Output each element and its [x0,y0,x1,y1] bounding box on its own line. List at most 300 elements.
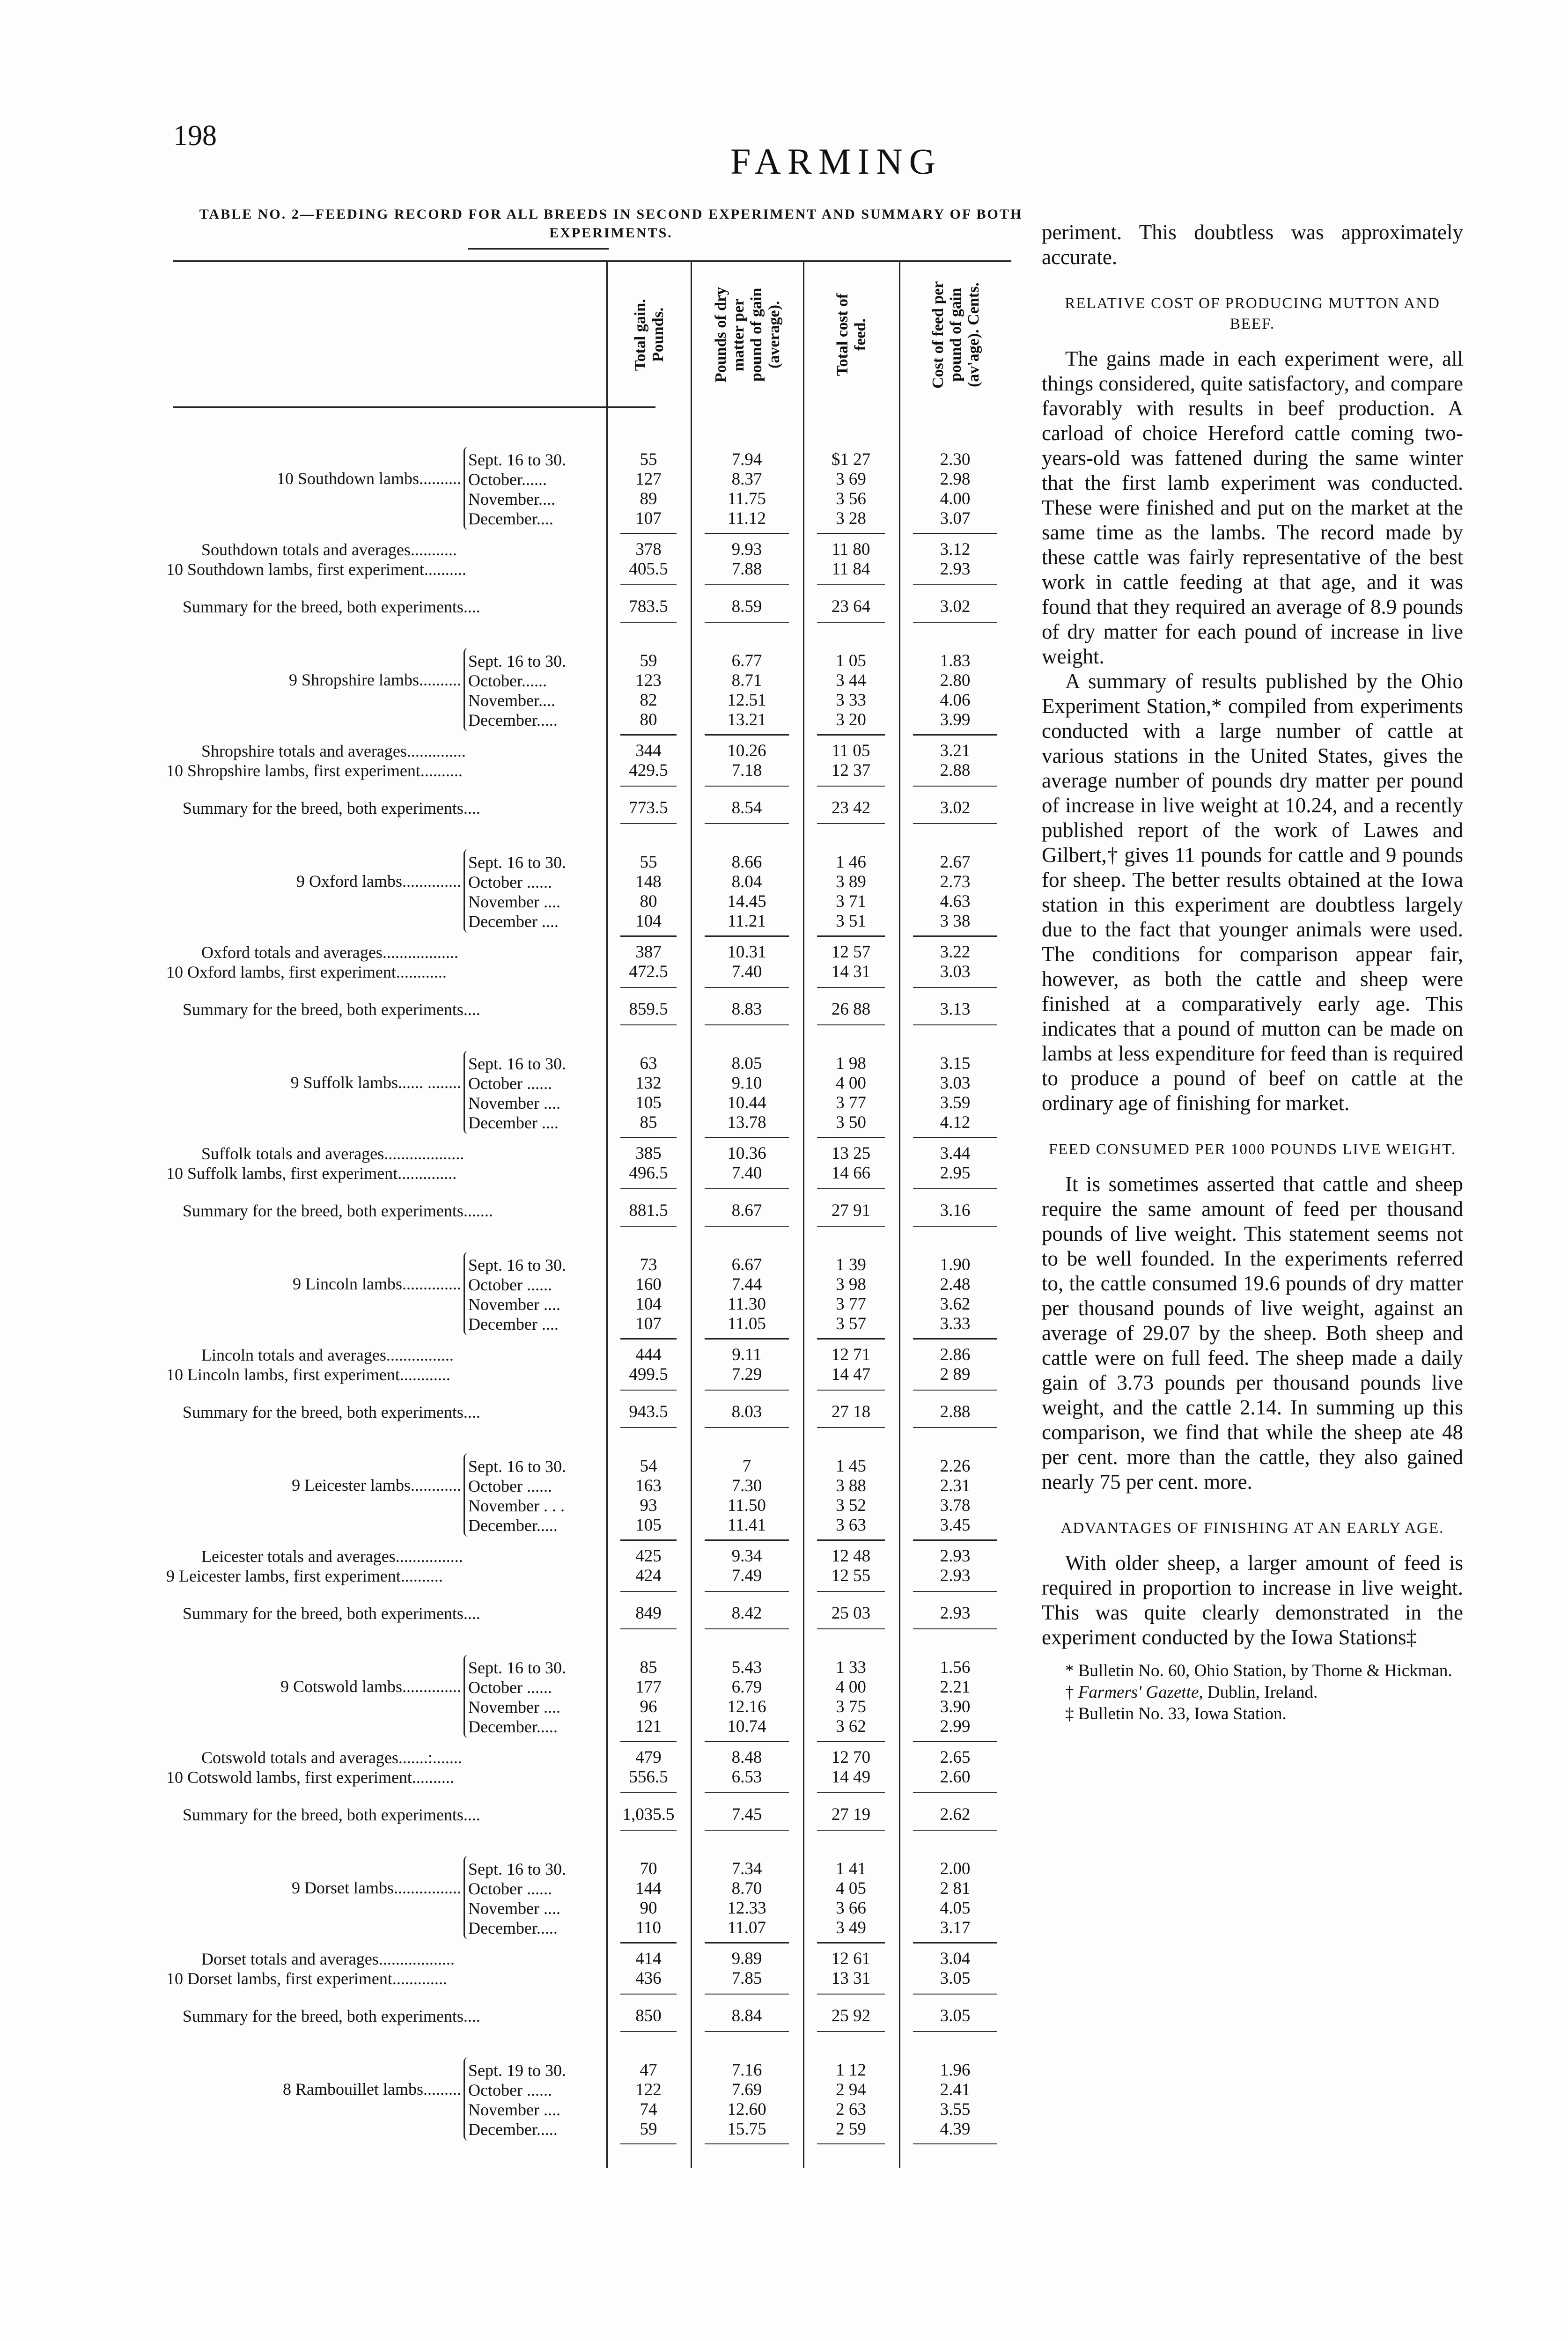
breed-separator-rule [705,1024,789,1025]
period-label: December..... [468,1919,558,1937]
table-cell: 3.45 [940,1516,971,1535]
table-cell: 8.84 [731,2006,762,2025]
table-cell: 2 59 [836,2120,866,2139]
table-cell: 2 81 [940,1879,971,1898]
footnote-ohio: * Bulletin No. 60, Ohio Station, by Thorne & Hickman. [1065,1661,1452,1680]
table-cell: 132 [635,1074,662,1093]
summary-rule [620,1994,677,1995]
first-experiment-label: 10 Dorset lambs, first experiment............. [166,1969,447,1988]
table-cell: 160 [635,1275,662,1294]
table-cell: 59 [640,651,657,670]
summary-rule [817,1591,885,1592]
table-cell: 11 80 [832,540,870,559]
totals-label: Lincoln totals and averages................ [201,1346,454,1364]
breed-separator-rule [913,1628,997,1629]
totals-rule [817,533,885,534]
summary-rule [817,987,885,988]
table-cell: 8.66 [731,853,762,872]
table-cell: 783.5 [629,597,668,616]
table-cell: 4.06 [940,691,971,710]
table-cell: 8.59 [731,597,762,616]
table-cell: 6.77 [731,651,762,670]
heading-feed-consumed: FEED CONSUMED PER 1000 POUNDS LIVE WEIGHT. [1048,1141,1457,1158]
totals-rule [913,1338,997,1340]
title-rule [468,248,609,250]
table-end-rule [817,2143,885,2144]
breed-separator-rule [705,823,789,824]
breed-separator-rule [817,1226,885,1227]
period-label: October...... [468,671,547,690]
table-cell: 849 [635,1604,662,1623]
table-cell: 2.30 [940,450,971,469]
summary-rule [620,1188,677,1189]
table-cell: 850 [635,2006,662,2025]
breed-label: 9 Dorset lambs................ [292,1878,461,1897]
table-cell: 2 63 [836,2100,866,2119]
summary-label: Summary for the breed, both experiments.... [183,799,480,817]
first-experiment-label: 10 Lincoln lambs, first experiment............ [166,1365,450,1384]
breed-label: 9 Lincoln lambs.............. [293,1274,461,1293]
table-cell: 2.93 [940,559,971,579]
table-cell: 4 05 [836,1879,866,1898]
breed-label: 10 Southdown lambs.......... [276,469,461,488]
column-rule [691,260,692,2168]
table-cell: 3.02 [940,597,971,616]
table-cell: 7.85 [731,1969,762,1988]
totals-rule [705,1741,789,1742]
table-cell: 9.93 [731,540,762,559]
period-label: December..... [468,1516,558,1535]
period-label: October ...... [468,2081,552,2099]
table-cell: 13.21 [727,710,766,729]
table-cell: 96 [640,1697,657,1716]
table-cell: 14 66 [831,1163,871,1183]
table-cell: 2.67 [940,853,971,872]
period-label: November .... [468,2100,560,2119]
table-cell: 479 [635,1748,662,1767]
table-cell: 12 37 [831,761,871,780]
column-header-cost-per-pound: Cost of feed per pound of gain (av'age). Cents. [929,281,982,389]
table-header-rule [173,406,655,408]
table-cell: 2.93 [940,1546,971,1566]
table-cell: 80 [640,710,657,729]
totals-rule [913,734,997,736]
summary-rule [913,1994,997,1995]
totals-rule [705,1942,789,1943]
totals-label: Leicester totals and averages................ [201,1547,463,1566]
table-cell: 11.50 [728,1496,766,1515]
table-cell: 7.30 [731,1476,762,1495]
table-cell: 12 57 [831,942,871,962]
table-cell: 14 31 [831,962,871,981]
period-label: October ...... [468,1879,552,1898]
summary-rule [705,1188,789,1189]
table-cell: 3.21 [940,741,971,760]
table-cell: 55 [640,450,657,469]
period-label: December.... [468,509,553,528]
table-cell: 425 [635,1546,662,1566]
totals-rule [817,1338,885,1340]
footnotes [1042,1660,1463,1725]
table-cell: 13 25 [831,1144,871,1163]
table-cell: 59 [640,2120,657,2139]
table-cell: 2.86 [940,1345,971,1364]
period-label: Sept. 16 to 30. [468,1256,567,1274]
table-cell: 11.75 [728,489,766,508]
table-cell: 424 [635,1566,662,1585]
summary-rule [913,1591,997,1592]
summary-label: Summary for the breed, both experiments....... [183,1201,493,1220]
page-number: 198 [173,120,217,152]
table-cell: 3.59 [940,1093,971,1112]
totals-rule [705,734,789,736]
table-cell: 3.07 [940,509,971,528]
table-cell: 2.62 [940,1805,971,1824]
period-label: October ...... [468,873,552,891]
table-cell: 10.31 [727,942,766,962]
intro-paragraph: periment. This doubtless was approximately accurate. [1042,221,1463,269]
column-rule [606,260,608,2168]
footnote-gazette-rest: Dublin, Ireland. [1203,1683,1318,1702]
table-cell: 3 50 [836,1113,866,1132]
period-label: Sept. 16 to 30. [468,1658,567,1677]
table-cell: 12 70 [831,1748,871,1767]
totals-rule [913,935,997,937]
table-cell: 63 [640,1054,657,1073]
table-end-rule [913,2143,997,2144]
table-cell: 23 64 [831,597,871,616]
table-cell: 2 89 [940,1365,971,1384]
table-cell: 2.48 [940,1275,971,1294]
table-cell: 3 69 [836,470,866,489]
period-label: Sept. 16 to 30. [468,1457,567,1476]
totals-rule [620,1137,677,1138]
breed-separator-rule [913,1830,997,1831]
table-cell: 3.44 [940,1144,971,1163]
column-rule [803,260,804,2168]
table-cell: 1 05 [836,651,866,670]
breed-separator-rule [620,2031,677,2032]
table-cell: 7.29 [731,1365,762,1384]
totals-rule [913,1942,997,1943]
breed-separator-rule [620,1628,677,1629]
summary-rule [913,1792,997,1793]
table-cell: 7.45 [731,1805,762,1824]
table-cell: 344 [635,741,662,760]
totals-rule [913,1539,997,1541]
table-cell: 3.03 [940,1074,971,1093]
summary-rule [913,1188,997,1189]
breed-separator-rule [913,1427,997,1428]
table-cell: 148 [635,872,662,891]
table-cell: 2.26 [940,1457,971,1476]
table-cell: 11.41 [728,1516,766,1535]
summary-label: Summary for the breed, both experiments.... [183,2007,480,2025]
table-cell: 4.39 [940,2120,971,2139]
summary-rule [817,786,885,787]
table-cell: 15.75 [727,2120,766,2139]
summary-rule [705,1591,789,1592]
table-cell: 1,035.5 [622,1805,675,1824]
table-cell: 85 [640,1658,657,1677]
table-cell: 3.12 [940,540,971,559]
table-cell: 27 18 [831,1402,871,1421]
table-cell: 25 03 [831,1604,871,1623]
period-label: October ...... [468,1074,552,1093]
table-cell: 2.21 [940,1678,971,1697]
breed-label: 9 Oxford lambs.............. [296,872,461,891]
footnote-journal-title: Farmers' Gazette, [1078,1683,1203,1702]
table-cell: 8.67 [731,1201,762,1220]
totals-rule [913,1741,997,1742]
table-cell: 2.93 [940,1604,971,1623]
period-label: November .... [468,1698,560,1716]
table-cell: 10.44 [727,1093,766,1112]
table-cell: 27 91 [831,1201,871,1220]
table-cell: 9.89 [731,1949,762,1968]
totals-rule [620,533,677,534]
period-label: November.... [468,691,555,710]
table-cell: 122 [635,2080,662,2099]
table-cell: 13.78 [727,1113,766,1132]
table-cell: 85 [640,1113,657,1132]
totals-rule [817,734,885,736]
table-cell: 10.26 [727,741,766,760]
breed-separator-rule [705,2031,789,2032]
table-cell: 3.05 [940,1969,971,1988]
breed-separator-rule [620,823,677,824]
table-cell: 3 49 [836,1918,866,1937]
breed-separator-rule [705,1830,789,1831]
table-cell: 55 [640,853,657,872]
table-cell: 3 75 [836,1697,866,1716]
breed-separator-rule [913,823,997,824]
table-cell: 2.95 [940,1163,971,1183]
table-cell: 4.12 [940,1113,971,1132]
footnote-iowa: ‡ Bulletin No. 33, Iowa Station. [1065,1704,1287,1723]
table-end-rule [705,2143,789,2144]
breed-separator-rule [620,1226,677,1227]
table-cell: 70 [640,1859,657,1878]
period-label: October ...... [468,1275,552,1294]
period-label: December .... [468,1113,559,1132]
table-cell: 14 49 [831,1767,871,1787]
totals-rule [705,533,789,534]
period-label: October...... [468,470,547,489]
first-experiment-label: 10 Oxford lambs, first experiment............ [166,963,447,981]
table-cell: 7.40 [731,962,762,981]
totals-label: Dorset totals and averages.................. [201,1950,455,1968]
totals-rule [620,1741,677,1742]
summary-rule [913,786,997,787]
table-cell: 11 84 [832,559,870,579]
table-cell: 2.41 [940,2080,971,2099]
column-rule [899,260,900,2168]
table-cell: 73 [640,1255,657,1274]
table-cell: 8.04 [731,872,762,891]
breed-separator-rule [817,823,885,824]
table-cell: 8.05 [731,1054,762,1073]
table-cell: 123 [635,671,662,690]
breed-separator-rule [705,622,789,623]
table-cell: 2.88 [940,1402,971,1421]
table-cell: 13 31 [831,1969,871,1988]
totals-rule [620,734,677,736]
totals-rule [817,1942,885,1943]
table-cell: 6.53 [731,1767,762,1787]
breed-separator-rule [705,1226,789,1227]
totals-rule [817,1137,885,1138]
table-cell: 14 47 [831,1365,871,1384]
table-cell: 3 56 [836,489,866,508]
totals-label: Suffolk totals and averages................... [201,1144,464,1163]
table-cell: 1.56 [940,1658,971,1677]
summary-rule [705,786,789,787]
breed-separator-rule [817,1628,885,1629]
breed-label: 9 Cotswold lambs.............. [280,1677,461,1696]
breed-separator-rule [817,1024,885,1025]
table-cell: 4 00 [836,1074,866,1093]
table-cell: 3 77 [836,1093,866,1112]
table-cell: 499.5 [629,1365,668,1384]
summary-rule [913,1390,997,1391]
table-cell: 8.42 [731,1604,762,1623]
table-cell: 859.5 [629,1000,668,1019]
table-cell: 89 [640,489,657,508]
table-cell: 881.5 [629,1201,668,1220]
table-cell: 2.99 [940,1717,971,1736]
breed-separator-rule [817,1830,885,1831]
table-cell: 3.13 [940,1000,971,1019]
table-cell: 3.03 [940,962,971,981]
breed-separator-rule [620,1024,677,1025]
table-cell: 26 88 [831,1000,871,1019]
table-cell: 8.37 [731,470,762,489]
table-cell: 4 00 [836,1678,866,1697]
totals-rule [705,1539,789,1541]
totals-label: Southdown totals and averages........... [201,540,457,559]
table-cell: 12.51 [727,691,766,710]
breed-separator-rule [705,1628,789,1629]
table-cell: 7.94 [731,450,762,469]
table-cell: 378 [635,540,662,559]
totals-rule [817,935,885,937]
heading-mutton-beef: RELATIVE COST OF PRODUCING MUTTON AND BEEF. [1065,295,1440,332]
period-label: October ...... [468,1678,552,1697]
table-cell: 1.96 [940,2061,971,2080]
table-cell: 7.34 [731,1859,762,1878]
totals-rule [817,1539,885,1541]
totals-label: Shropshire totals and averages.............. [201,742,466,760]
table-cell: 90 [640,1899,657,1918]
table-cell: 496.5 [629,1163,668,1183]
period-label: December .... [468,1315,559,1333]
summary-rule [705,584,789,585]
table-cell: 3.78 [940,1496,971,1515]
table-cell: 3.22 [940,942,971,962]
table-cell: 2.65 [940,1748,971,1767]
summary-rule [620,987,677,988]
table-cell: 2.31 [940,1476,971,1495]
table-cell: 105 [635,1516,662,1535]
table-cell: 8.54 [731,798,762,817]
breed-separator-rule [817,622,885,623]
first-experiment-label: 10 Suffolk lambs, first experiment.............. [166,1164,457,1183]
totals-rule [913,533,997,534]
table-cell: 10.36 [727,1144,766,1163]
table-cell: 3.05 [940,2006,971,2025]
table-cell: 80 [640,892,657,911]
table-cell: 2.80 [940,671,971,690]
table-cell: 104 [635,912,662,931]
table-cell: 3.02 [940,798,971,817]
table-cell: 82 [640,691,657,710]
table-cell: 3 57 [836,1314,866,1333]
first-experiment-label: 10 Cotswold lambs, first experiment.......... [166,1768,454,1787]
table-cell: 127 [635,470,662,489]
summary-rule [620,1591,677,1592]
table-cell: 11.07 [728,1918,766,1937]
table-cell: 3 38 [940,912,971,931]
breed-separator-rule [817,1427,885,1428]
period-label: December..... [468,1717,558,1736]
table-cell: 7.18 [731,761,762,780]
table-cell: 27 19 [831,1805,871,1824]
table-cell: 3.90 [940,1697,971,1716]
table-cell: 25 92 [831,2006,871,2025]
table-cell: 9.11 [732,1345,762,1364]
totals-rule [913,1137,997,1138]
period-label: November .... [468,1899,560,1918]
summary-rule [913,584,997,585]
table-cell: 8.83 [731,1000,762,1019]
table-cell: 10.74 [727,1717,766,1736]
table-cell: 3 63 [836,1516,866,1535]
table-cell: 1 45 [836,1457,866,1476]
table-cell: 177 [635,1678,662,1697]
table-cell: 4.05 [940,1899,971,1918]
table-cell: 7 [742,1457,751,1476]
table-cell: 3 51 [836,912,866,931]
paragraph-feed: It is sometimes asserted that cattle and sheep require the same amount of feed per thousand pounds of live weight. This statement seems not to be well founded. In the experiments referred to, the cattle consumed 19.6 pounds of dry matter per thousand pounds of live weight, against an average of 29.07 by the sheep. Both sheep and cattle were on full feed. The sheep made a daily gain of 3.73 pounds per thousand pounds live weight, and the cattle 2.14. In summing up this comparison, we find that while the sheep ate 48 per cent. more than the cattle, they also gained nearly 75 per cent. more. [1042,1172,1463,1494]
first-experiment-label: 10 Southdown lambs, first experiment.......... [166,560,466,579]
breed-label: 9 Shropshire lambs.......... [289,670,461,689]
table-cell: 1.83 [940,651,971,670]
breed-separator-rule [620,622,677,623]
totals-label: Cotswold totals and averages.......:....... [201,1748,462,1767]
summary-rule [705,1792,789,1793]
summary-label: Summary for the breed, both experiments.... [183,597,480,616]
column-header-total-gain: Total gain. Pounds. [631,299,667,371]
table-cell: 773.5 [629,798,668,817]
table-cell: 11.05 [728,1314,766,1333]
totals-rule [620,1338,677,1340]
first-experiment-label: 10 Shropshire lambs, first experiment.......... [166,761,463,780]
table-cell: 3 98 [836,1275,866,1294]
totals-rule [817,1741,885,1742]
period-label: November .... [468,1295,560,1314]
table-cell: 3.17 [940,1918,971,1937]
table-cell: 4.00 [940,489,971,508]
breed-separator-rule [913,2031,997,2032]
period-label: Sept. 16 to 30. [468,652,567,670]
column-header-dry-matter: Pounds of dry matter per pound of gain (average). [712,287,783,383]
table-cell: 12 48 [831,1546,871,1566]
table-cell: 5.43 [731,1658,762,1677]
table-cell: 12 61 [831,1949,871,1968]
table-cell: 943.5 [629,1402,668,1421]
period-label: November .... [468,1094,560,1112]
